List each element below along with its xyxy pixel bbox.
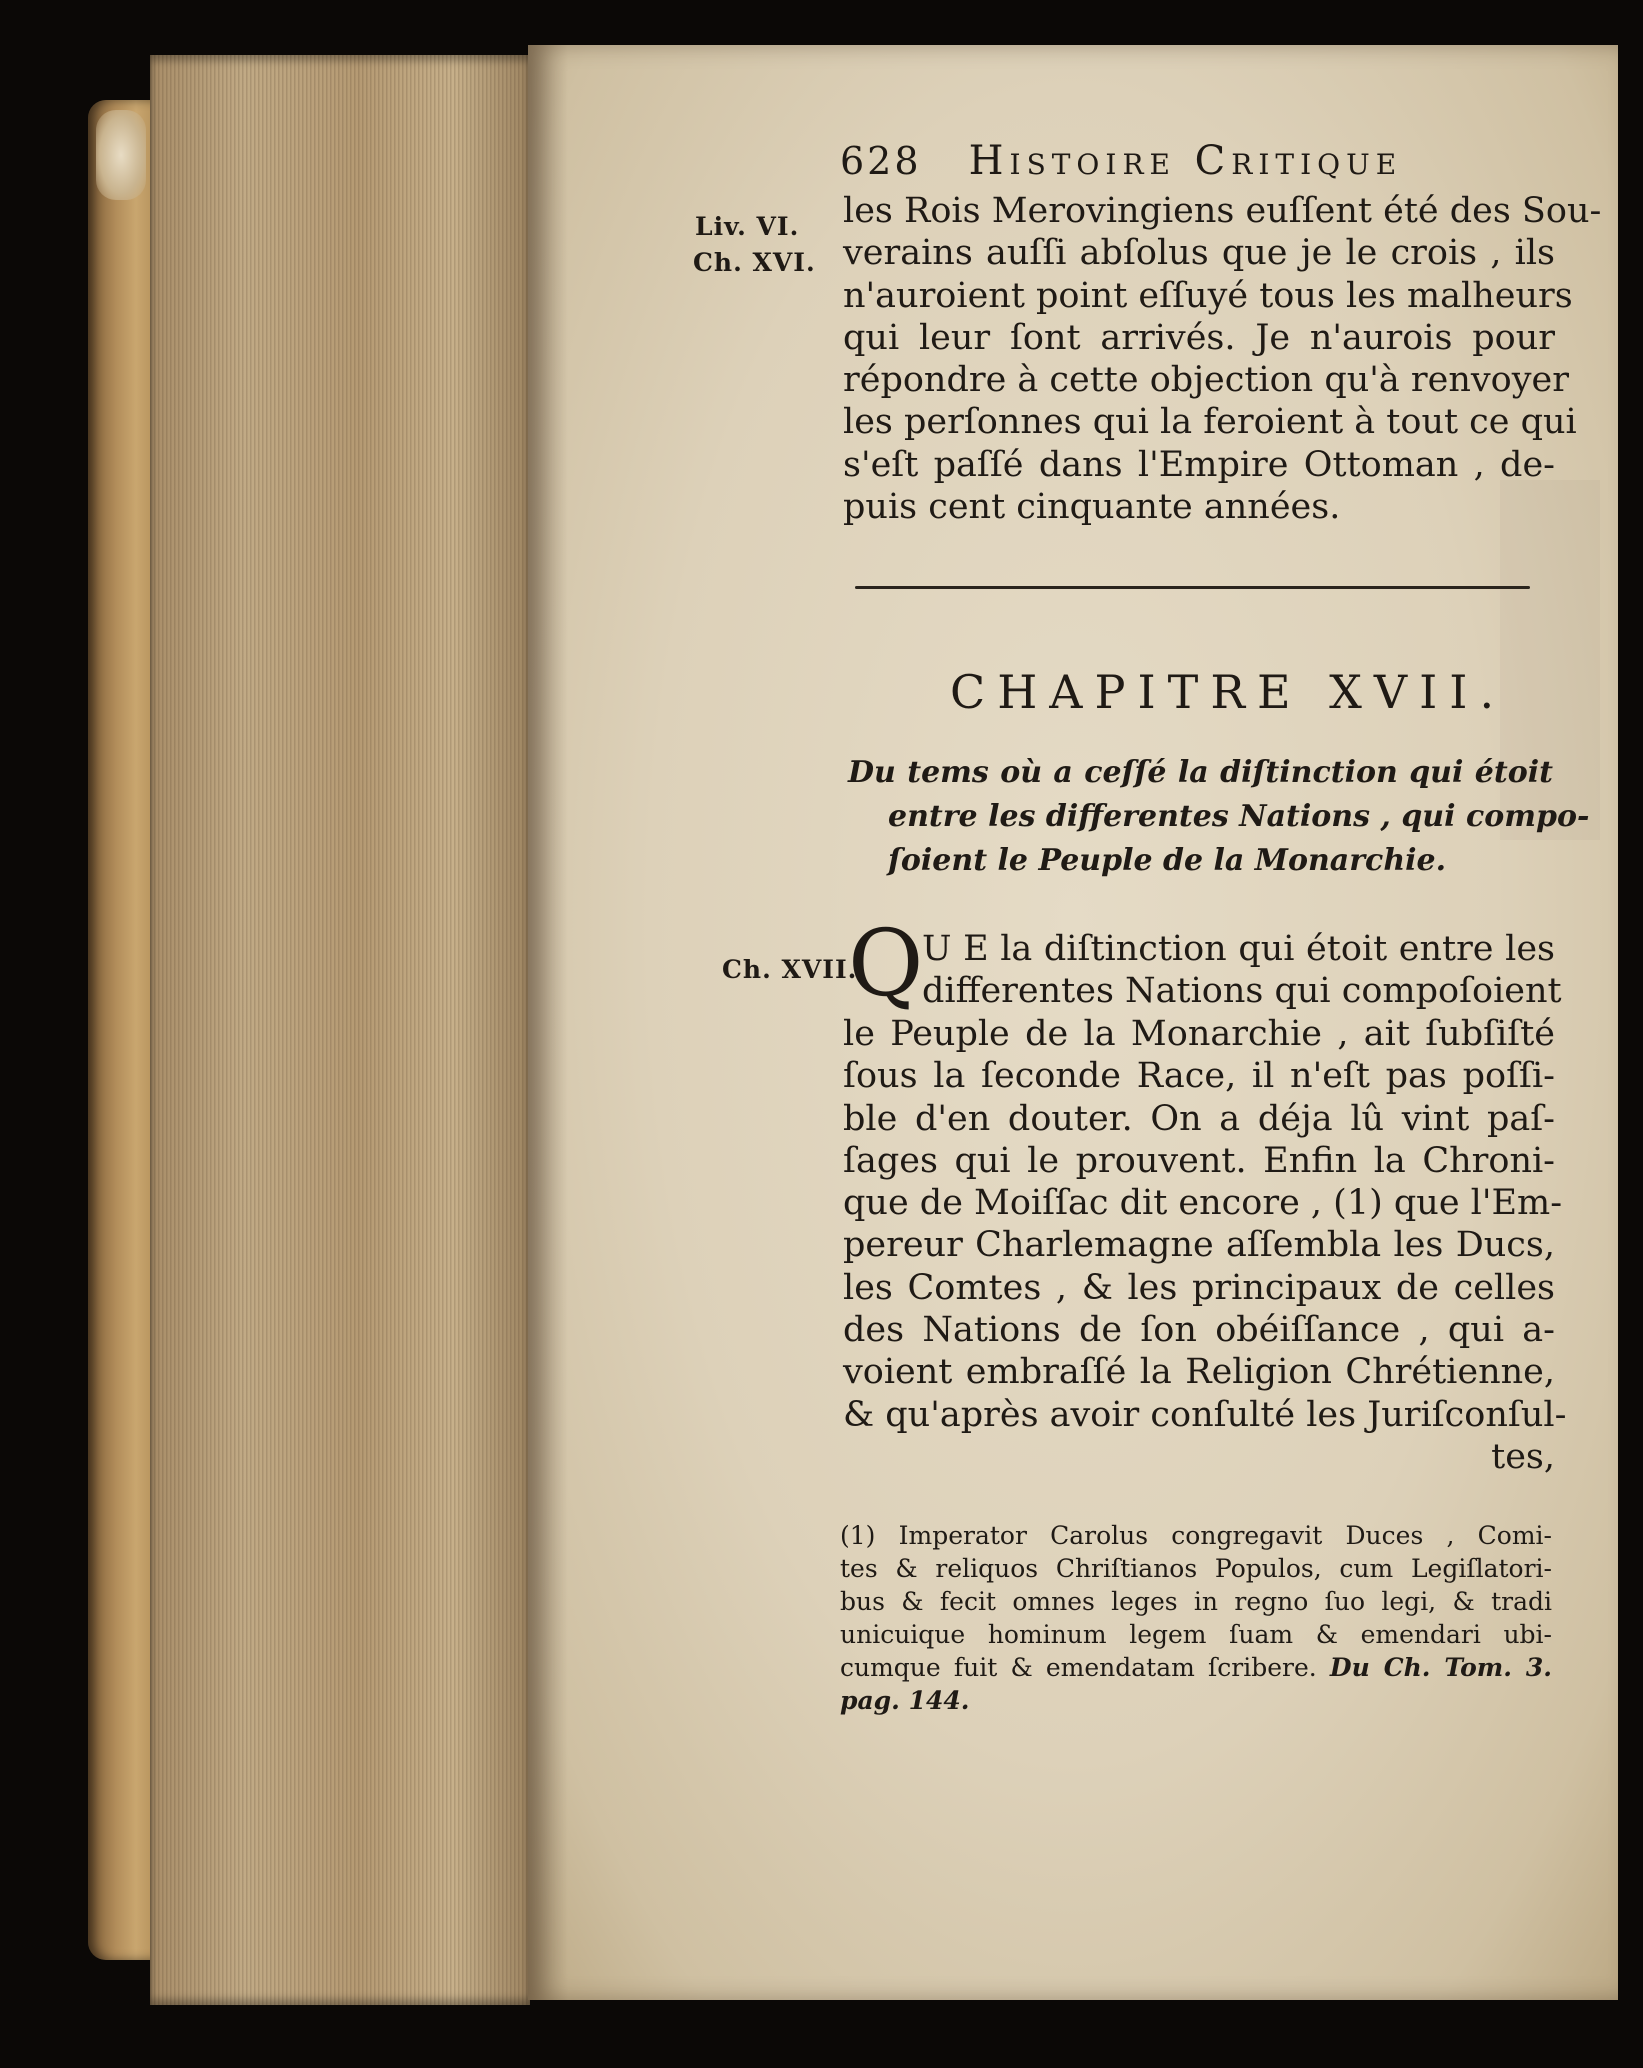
- text-line: les perſonnes qui la feroient à tout ce qui: [843, 402, 1577, 443]
- text-line: les Comtes , & les principaux de celles: [843, 1267, 1555, 1308]
- footnote-line: [840, 1653, 1552, 1686]
- chapter-title: CHAPITRE XVII.: [950, 665, 1507, 719]
- page-stack-edge: [150, 55, 530, 2005]
- text-line: U E la diſtinction qui étoit entre les: [922, 929, 1555, 969]
- page-number: 628: [840, 139, 922, 183]
- footnote-line: tes & reliquos Chriſtianos Populos, cum Legiſlatori-: [840, 1554, 1552, 1583]
- footnote-line: unicuique hominum legem ſuam & emendari ubi-: [840, 1620, 1552, 1649]
- text-line: ſous la ſeconde Race, il n'eſt pas poſſi-: [843, 1056, 1555, 1097]
- footnote-reference: Du Ch. Tom. 3.: [1329, 1653, 1552, 1682]
- footnote-text: cumque fuit & emendatam ſcribere.: [840, 1653, 1317, 1682]
- text-line: voient embraſſé la Religion Chrétienne,: [843, 1352, 1555, 1393]
- summary-line: entre les differentes Nations , qui compo-: [888, 799, 1590, 834]
- summary-line: ſoient le Peuple de la Monarchie.: [888, 843, 1447, 878]
- footnote: [840, 1521, 1552, 1719]
- catchword: tes,: [1491, 1436, 1555, 1477]
- opening-paragraph: [843, 190, 1602, 528]
- main-paragraph: [843, 1013, 1567, 1478]
- running-header: [840, 138, 1402, 184]
- section-divider: [855, 586, 1530, 589]
- margin-note-book: Liv. VI.: [695, 212, 800, 241]
- text-line: les Rois Merovingiens euſſent été des Sou-: [843, 191, 1602, 231]
- margin-note-chapter-prev: Ch. XVI.: [693, 248, 816, 277]
- text-line: verains auſſi abſolus que je le crois , ils: [843, 233, 1555, 274]
- text-line: qui leur ſont arrivés. Je n'aurois pour: [843, 317, 1555, 358]
- gutter-shadow: [528, 45, 568, 2000]
- text-line: pereur Charlemagne aſſembla les Ducs,: [843, 1225, 1555, 1266]
- text-line: s'eſt paſſé dans l'Empire Ottoman , de-: [843, 444, 1555, 485]
- margin-note-chapter-current: Ch. XVII.: [722, 955, 858, 984]
- text-line: ble d'en douter. On a déja lû vint paſ-: [843, 1098, 1555, 1139]
- summary-line: Du tems où a ceſſé la diſtinction qui étoit: [848, 755, 1553, 790]
- text-line: n'auroient point eſſuyé tous les malheurs: [843, 275, 1573, 316]
- footnote-line: (1) Imperator Carolus congregavit Duces , Comi-: [840, 1521, 1552, 1550]
- text-line: & qu'après avoir conſulté les Juriſconſul-: [843, 1394, 1567, 1435]
- text-line: ſages qui le prouvent. Enfin la Chroni-: [843, 1140, 1555, 1181]
- footnote-line: [840, 1686, 1552, 1719]
- text-line: le Peuple de la Monarchie , ait ſubſiſté: [843, 1014, 1555, 1054]
- text-line: puis cent cinquante années.: [843, 487, 1341, 528]
- main-first-lines: [922, 928, 1562, 1013]
- text-line: des Nations de ſon obéiſſance , qui a-: [843, 1310, 1555, 1351]
- footnote-reference-page: pag. 144.: [840, 1686, 970, 1715]
- chapter-summary: [848, 755, 1590, 887]
- text-line: differentes Nations qui compoſoient: [922, 971, 1562, 1012]
- drop-cap: Q: [848, 910, 924, 1017]
- cover-wear-spot: [96, 110, 146, 200]
- footnote-line: bus & fecit omnes leges in regno ſuo legi, & tradi: [840, 1587, 1552, 1616]
- text-line: que de Moiſſac dit encore , (1) que l'Em-: [843, 1183, 1563, 1224]
- running-title: Histoire Critique: [968, 138, 1403, 184]
- text-line: répondre à cette objection qu'à renvoyer: [843, 360, 1569, 401]
